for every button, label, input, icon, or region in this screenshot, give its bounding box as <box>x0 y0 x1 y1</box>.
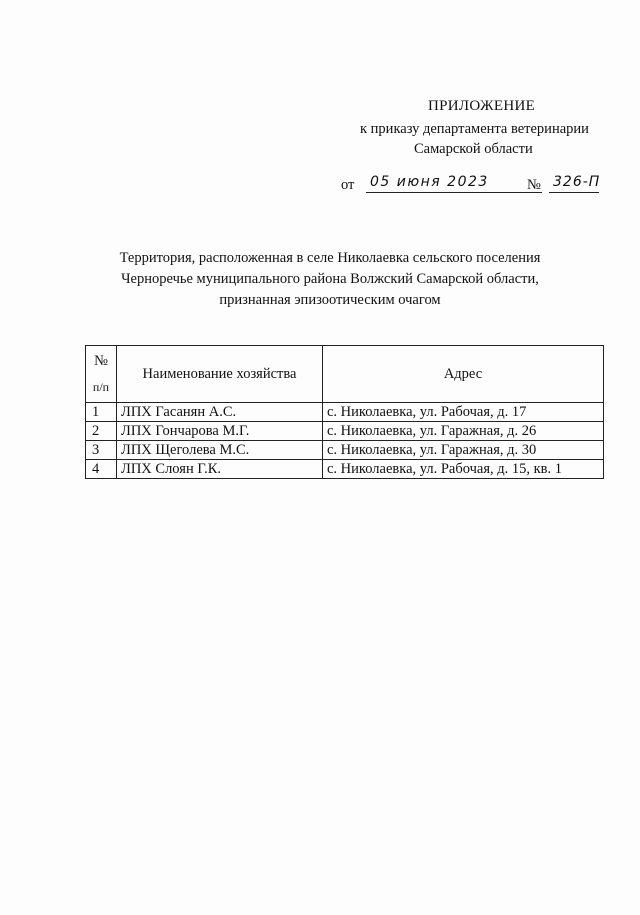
handwritten-date: 05 июня 2023 <box>366 174 542 193</box>
farm-name: ЛПХ Гончарова М.Г. <box>117 422 323 441</box>
appendix-line-region: Самарской области <box>414 141 533 157</box>
table-row <box>86 441 604 460</box>
farm-address: с. Николаевка, ул. Рабочая, д. 17 <box>323 403 604 422</box>
date-prefix: от <box>341 177 355 193</box>
number-sign: № <box>527 177 541 193</box>
column-header-number: № п/п <box>86 346 117 403</box>
farm-registry-table <box>85 345 604 479</box>
farm-address: с. Николаевка, ул. Гаражная, д. 26 <box>323 422 604 441</box>
row-number: 4 <box>86 460 117 479</box>
farm-name: ЛПХ Щеголева М.С. <box>117 441 323 460</box>
appendix-line-order: к приказу департамента ветеринарии <box>360 121 589 137</box>
heading-line: признанная эпизоотическим очагом <box>219 292 441 308</box>
column-header-farm-name: Наименование хозяйства <box>117 346 323 403</box>
row-number: 1 <box>86 403 117 422</box>
row-number: 3 <box>86 441 117 460</box>
column-header-address: Адрес <box>323 346 604 403</box>
table-row <box>86 403 604 422</box>
farm-name: ЛПХ Гасанян А.С. <box>117 403 323 422</box>
handwritten-order-number: 326-П <box>549 174 599 193</box>
table-row <box>86 422 604 441</box>
document-heading <box>100 248 560 311</box>
farm-name: ЛПХ Слоян Г.К. <box>117 460 323 479</box>
appendix-title: ПРИЛОЖЕНИЕ <box>428 98 536 114</box>
farm-address: с. Николаевка, ул. Рабочая, д. 15, кв. 1 <box>323 460 604 479</box>
heading-line: Черноречье муниципального района Волжский Самарской области, <box>121 271 539 287</box>
heading-line: Территория, расположенная в селе Николаевка сельского поселения <box>119 250 541 266</box>
table-header-row <box>86 346 604 403</box>
row-number: 2 <box>86 422 117 441</box>
farm-address: с. Николаевка, ул. Гаражная, д. 30 <box>323 441 604 460</box>
table-row <box>86 460 604 479</box>
